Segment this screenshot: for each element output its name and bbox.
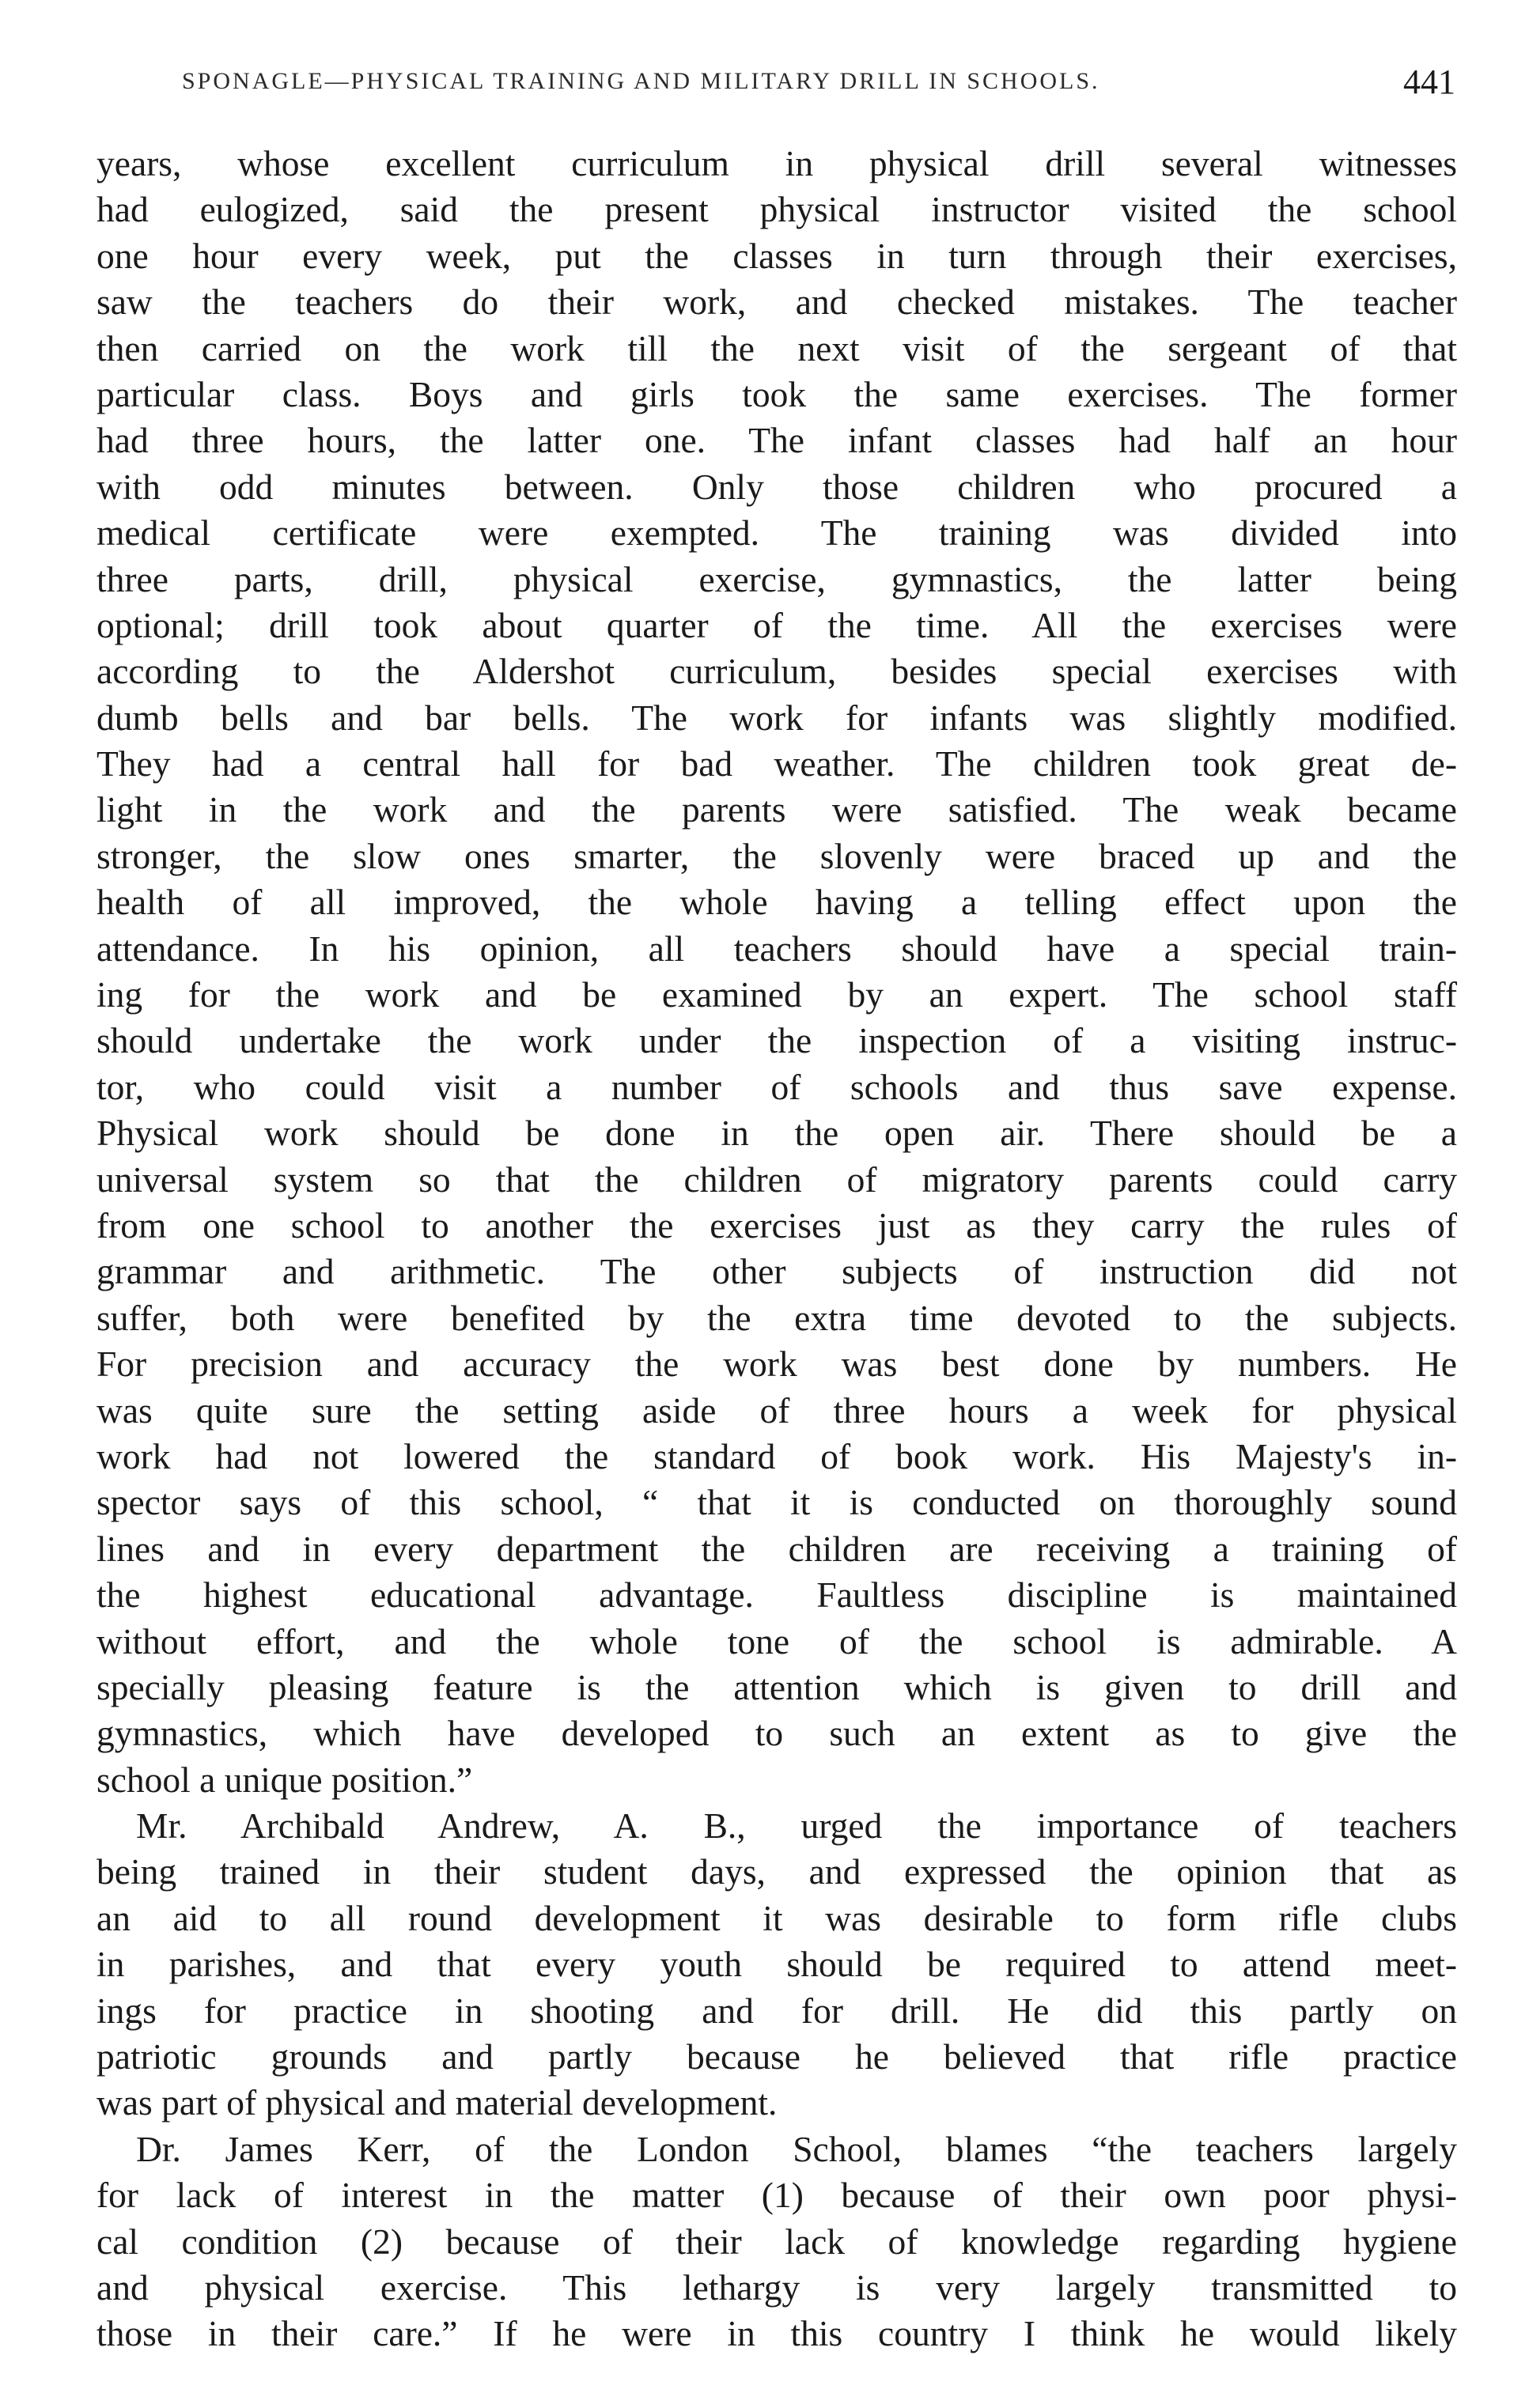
text-line: For precision and accuracy the work was best done by numbers. He xyxy=(97,1344,1457,1385)
body-text xyxy=(97,141,1457,2357)
text-line: for lack of interest in the matter (1) because of their own poor physi- xyxy=(97,2175,1457,2216)
text-line: health of all improved, the whole having a telling effect upon the xyxy=(97,882,1457,923)
text-line: specially pleasing feature is the attention which is given to drill and xyxy=(97,1666,1457,1707)
text-line: from one school to another the exercises just as they carry the rules of xyxy=(97,1204,1457,1246)
text-line: They had a central hall for bad weather. The children took great de- xyxy=(97,743,1457,784)
text-line: optional; drill took about quarter of the time. All the exercises were xyxy=(97,604,1457,645)
text-line: Physical work should be done in the open air. There should be a xyxy=(97,1113,1457,1154)
text-line: grammar and arithmetic. The other subjects of instruction did not xyxy=(97,1251,1457,1292)
text-line: school a unique position.” xyxy=(97,1759,473,1800)
text-line: particular class. Boys and girls took the same exercises. The former xyxy=(97,373,1457,414)
text-line: light in the work and the parents were satisfied. The weak became xyxy=(97,789,1457,830)
text-line: an aid to all round development it was desirable to form rifle clubs xyxy=(97,1897,1457,1938)
text-line: tor, who could visit a number of schools and thus save expense. xyxy=(97,1066,1457,1107)
page-number: 441 xyxy=(1403,62,1455,101)
text-line: Dr. James Kerr, of the London School, blames “the teachers largely xyxy=(136,2128,1457,2169)
text-line: universal system so that the children of migratory parents could carry xyxy=(97,1159,1457,1200)
text-line: in parishes, and that every youth should be required to attend meet- xyxy=(97,1944,1457,1985)
text-line: then carried on the work till the next visit of the sergeant of that xyxy=(97,327,1457,369)
text-line: lines and in every department the children are receiving a training of xyxy=(97,1528,1457,1569)
running-header xyxy=(182,62,1455,109)
text-line: had three hours, the latter one. The infant classes had half an hour xyxy=(97,420,1457,461)
text-line: was part of physical and material development. xyxy=(97,2082,778,2123)
text-line: Mr. Archibald Andrew, A. B., urged the importance of teachers xyxy=(136,1805,1457,1847)
text-line: those in their care.” If he were in this country I think he would likely xyxy=(97,2313,1457,2354)
text-line: dumb bells and bar bells. The work for infants was slightly modified. xyxy=(97,697,1457,738)
running-title: SPONAGLE—PHYSICAL TRAINING AND MILITARY DRILL IN SCHOOLS. xyxy=(182,68,1100,94)
text-line: had eulogized, said the present physical instructor visited the school xyxy=(97,189,1457,230)
text-line: one hour every week, put the classes in turn through their exercises, xyxy=(97,235,1457,276)
text-line: medical certificate were exempted. The training was divided into xyxy=(97,512,1457,554)
text-line: being trained in their student days, and expressed the opinion that as xyxy=(97,1851,1457,1892)
text-line: work had not lowered the standard of book work. His Majesty's in- xyxy=(97,1435,1457,1476)
text-line: ing for the work and be examined by an expert. The school staff xyxy=(97,974,1457,1015)
text-line: with odd minutes between. Only those children who procured a xyxy=(97,466,1457,507)
text-line: spector says of this school, “ that it is conducted on thoroughly sound xyxy=(97,1482,1457,1523)
text-line: patriotic grounds and partly because he believed that rifle practice xyxy=(97,2036,1457,2077)
text-line: saw the teachers do their work, and checked mistakes. The teacher xyxy=(97,282,1457,323)
text-line: stronger, the slow ones smarter, the slovenly were braced up and the xyxy=(97,835,1457,876)
text-line: suffer, both were benefited by the extra time devoted to the subjects. xyxy=(97,1297,1457,1338)
text-line: without effort, and the whole tone of the school is admirable. A xyxy=(97,1620,1457,1661)
text-line: years, whose excellent curriculum in physical drill several witnesses xyxy=(97,143,1457,183)
text-line: was quite sure the setting aside of three hours a week for physical xyxy=(97,1389,1457,1431)
text-line: three parts, drill, physical exercise, gymnastics, the latter being xyxy=(97,558,1457,599)
text-line: should undertake the work under the inspection of a visiting instruc- xyxy=(97,1020,1457,1061)
text-line: attendance. In his opinion, all teachers should have a special train- xyxy=(97,928,1457,969)
text-line: and physical exercise. This lethargy is very largely transmitted to xyxy=(97,2266,1457,2308)
text-line: ings for practice in shooting and for drill. He did this partly on xyxy=(97,1990,1457,2031)
text-line: gymnastics, which have developed to such an extent as to give the xyxy=(97,1713,1457,1754)
text-line: cal condition (2) because of their lack of knowledge regarding hygiene xyxy=(97,2221,1457,2262)
text-line: according to the Aldershot curriculum, besides special exercises with xyxy=(97,651,1457,692)
text-line: the highest educational advantage. Faultless discipline is maintained xyxy=(97,1574,1457,1616)
